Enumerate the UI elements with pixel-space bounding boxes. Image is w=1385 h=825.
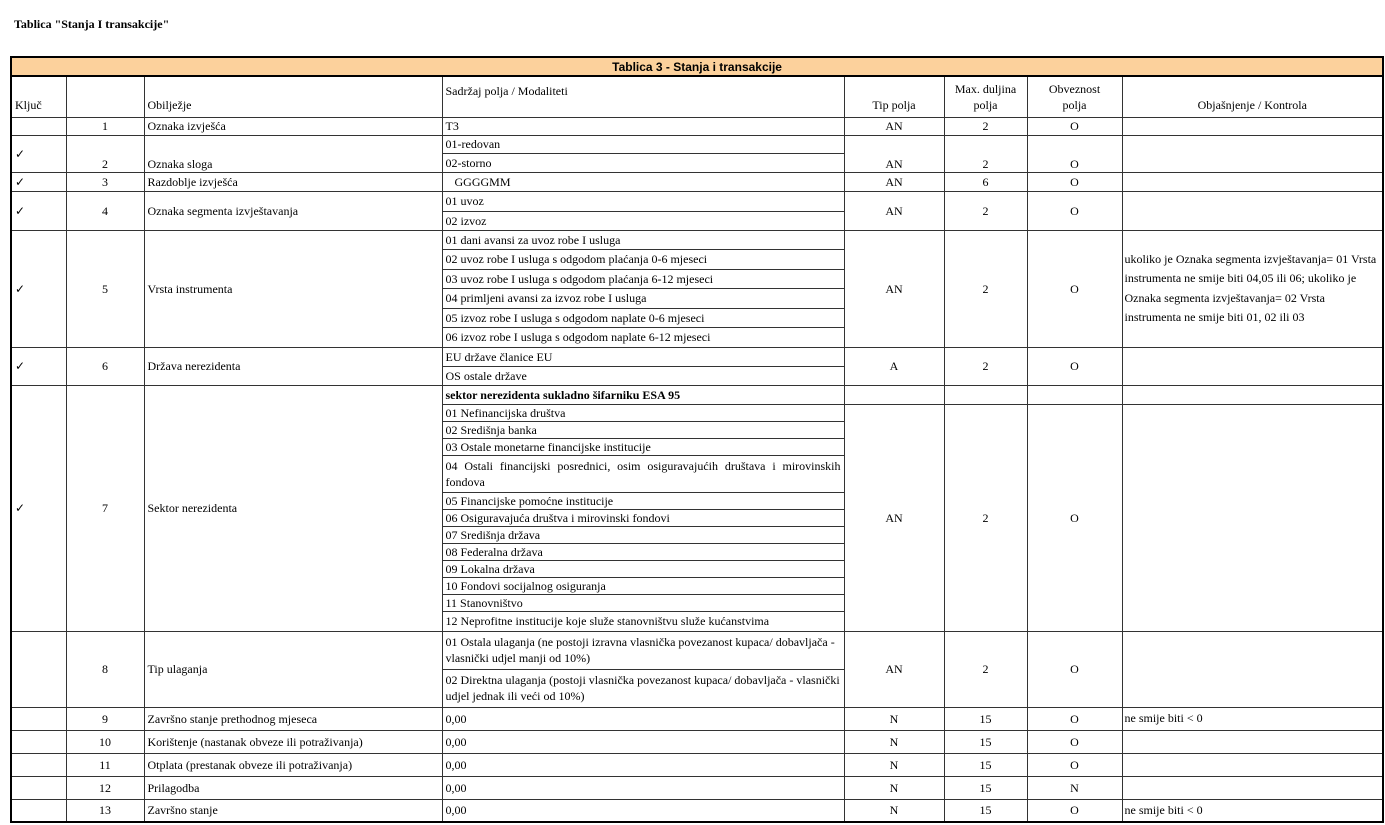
obligation: O — [1027, 347, 1122, 385]
field-type: AN — [844, 135, 944, 172]
explanation — [1122, 347, 1383, 385]
header-obv-line1: Obveznost — [1048, 81, 1101, 96]
modality-item: OS ostale države — [442, 366, 844, 385]
row-number: 6 — [66, 347, 144, 385]
key-cell — [11, 730, 66, 753]
table-row — [11, 230, 1383, 249]
field-label: Vrsta instrumenta — [144, 230, 442, 347]
obligation: O — [1027, 230, 1122, 347]
field-type: N — [844, 799, 944, 822]
obligation: O — [1027, 631, 1122, 707]
header-kljuc: Ključ — [11, 76, 66, 117]
empty-cell — [944, 385, 1027, 404]
modality-item: 02-storno — [442, 153, 844, 172]
modality-item: 08 Federalna država — [442, 543, 844, 560]
data-table — [10, 56, 1384, 823]
explanation — [1122, 135, 1383, 172]
modality-item: 09 Lokalna država — [442, 560, 844, 577]
explanation — [1122, 117, 1383, 135]
table-row — [11, 730, 1383, 753]
row-number: 10 — [66, 730, 144, 753]
explanation — [1122, 404, 1383, 631]
table-row — [11, 117, 1383, 135]
max-length: 15 — [944, 799, 1027, 822]
field-type: AN — [844, 117, 944, 135]
obligation: O — [1027, 753, 1122, 776]
obligation: O — [1027, 117, 1122, 135]
row-number: 3 — [66, 172, 144, 191]
field-type: A — [844, 347, 944, 385]
field-label: Oznaka sloga — [144, 135, 442, 172]
row-number: 7 — [66, 385, 144, 631]
field-type: AN — [844, 191, 944, 230]
explanation: ne smije biti < 0 — [1122, 707, 1383, 730]
obligation: O — [1027, 172, 1122, 191]
max-length: 15 — [944, 753, 1027, 776]
modality-item: 0,00 — [442, 707, 844, 730]
check-mark-icon: ✓ — [11, 230, 66, 347]
explanation — [1122, 776, 1383, 799]
field-type: AN — [844, 172, 944, 191]
field-label: Tip ulaganja — [144, 631, 442, 707]
header-obveznost — [1027, 76, 1122, 117]
table-row — [11, 172, 1383, 191]
modality-item: 0,00 — [442, 730, 844, 753]
header-tip: Tip polja — [844, 76, 944, 117]
explanation: ne smije biti < 0 — [1122, 799, 1383, 822]
explanation — [1122, 753, 1383, 776]
check-mark-icon: ✓ — [11, 135, 66, 172]
key-cell — [11, 776, 66, 799]
modality-item: 05 Financijske pomoćne institucije — [442, 492, 844, 509]
header-objasnjenje: Objašnjenje / Kontrola — [1122, 76, 1383, 117]
obligation: O — [1027, 191, 1122, 230]
check-mark-icon: ✓ — [11, 191, 66, 230]
max-length: 2 — [944, 631, 1027, 707]
header-max-line2: polja — [973, 97, 998, 112]
modality-item: 01 uvoz — [442, 191, 844, 211]
modality-header: sektor nerezidenta sukladno šifarniku ESA 95 — [442, 385, 844, 404]
key-cell — [11, 799, 66, 822]
modality-item: 04 Ostali financijski posrednici, osim osiguravajućih društava i mirovinskih fondova — [442, 455, 844, 492]
table-row — [11, 799, 1383, 822]
header-sadrzaj: Sadržaj polja / Modaliteti — [442, 76, 844, 117]
field-label: Završno stanje — [144, 799, 442, 822]
field-label: Otplata (prestanak obveze ili potraživanja) — [144, 753, 442, 776]
header-max-length — [944, 76, 1027, 117]
row-number: 1 — [66, 117, 144, 135]
header-obv-line2: polja — [1062, 97, 1087, 112]
modality-item: 04 primljeni avansi za izvoz robe I usluga — [442, 288, 844, 308]
empty-cell — [1122, 385, 1383, 404]
modality-item: 03 uvoz robe I usluga s odgodom plaćanja 6-12 mjeseci — [442, 269, 844, 288]
field-type: AN — [844, 230, 944, 347]
key-cell — [11, 753, 66, 776]
field-label: Oznaka izvješća — [144, 117, 442, 135]
modality-item: T3 — [442, 117, 844, 135]
modality-item: 07 Središnja država — [442, 526, 844, 543]
modality-item: 02 uvoz robe I usluga s odgodom plaćanja 0-6 mjeseci — [442, 249, 844, 269]
modality-item: 0,00 — [442, 799, 844, 822]
table-row — [11, 753, 1383, 776]
field-type: AN — [844, 404, 944, 631]
explanation — [1122, 730, 1383, 753]
row-number: 11 — [66, 753, 144, 776]
modality-item: 0,00 — [442, 776, 844, 799]
header-max-line1: Max. duljina — [954, 81, 1017, 96]
max-length: 2 — [944, 135, 1027, 172]
document-title: Tablica "Stanja I transakcije" — [14, 17, 170, 31]
field-type: AN — [844, 631, 944, 707]
row-number: 4 — [66, 191, 144, 230]
max-length: 2 — [944, 404, 1027, 631]
modality-item: 01-redovan — [442, 135, 844, 153]
table-row — [11, 776, 1383, 799]
max-length: 2 — [944, 117, 1027, 135]
field-type: N — [844, 730, 944, 753]
header-obiljezje: Obilježje — [144, 76, 442, 117]
empty-cell — [1027, 385, 1122, 404]
field-label: Oznaka segmenta izvještavanja — [144, 191, 442, 230]
field-label: Sektor nerezidenta — [144, 385, 442, 631]
table-title: Tablica 3 - Stanja i transakcije — [11, 57, 1383, 76]
modality-item: 11 Stanovništvo — [442, 594, 844, 611]
max-length: 2 — [944, 230, 1027, 347]
table-row — [11, 385, 1383, 404]
max-length: 2 — [944, 191, 1027, 230]
modality-item: 03 Ostale monetarne financijske institucije — [442, 438, 844, 455]
explanation — [1122, 631, 1383, 707]
modality-item: 01 Ostala ulaganja (ne postoji izravna vlasnička povezanost kupaca/ dobavljača - vlasnički udjel manji od 10%) — [442, 631, 844, 669]
obligation: O — [1027, 404, 1122, 631]
field-label: Završno stanje prethodnog mjeseca — [144, 707, 442, 730]
modality-item: 01 dani avansi za uvoz robe I usluga — [442, 230, 844, 249]
header-row — [11, 76, 1383, 117]
row-number: 9 — [66, 707, 144, 730]
max-length: 15 — [944, 730, 1027, 753]
modality-item: EU države članice EU — [442, 347, 844, 366]
check-mark-icon: ✓ — [11, 385, 66, 631]
field-label: Država nerezidenta — [144, 347, 442, 385]
field-type: N — [844, 753, 944, 776]
field-type: N — [844, 776, 944, 799]
row-number: 8 — [66, 631, 144, 707]
row-number: 12 — [66, 776, 144, 799]
modality-item: GGGGMM — [442, 172, 844, 191]
obligation: O — [1027, 799, 1122, 822]
table-row — [11, 135, 1383, 153]
modality-item: 0,00 — [442, 753, 844, 776]
modality-item: 02 Direktna ulaganja (postoji vlasnička povezanost kupaca/ dobavljača - vlasnički udjel jednak ili veći od 10%) — [442, 669, 844, 707]
explanation — [1122, 172, 1383, 191]
key-cell — [11, 707, 66, 730]
modality-item: 06 izvoz robe I usluga s odgodom naplate 6-12 mjeseci — [442, 327, 844, 347]
explanation — [1122, 191, 1383, 230]
table-row — [11, 707, 1383, 730]
row-number: 2 — [66, 135, 144, 172]
table-row — [11, 347, 1383, 366]
check-mark-icon: ✓ — [11, 347, 66, 385]
obligation: N — [1027, 776, 1122, 799]
modality-item: 10 Fondovi socijalnog osiguranja — [442, 577, 844, 594]
empty-cell — [844, 385, 944, 404]
max-length: 2 — [944, 347, 1027, 385]
obligation: O — [1027, 707, 1122, 730]
modality-item: 01 Nefinancijska društva — [442, 404, 844, 421]
key-cell — [11, 117, 66, 135]
table-row — [11, 631, 1383, 669]
field-label: Korištenje (nastanak obveze ili potraživanja) — [144, 730, 442, 753]
field-type: N — [844, 707, 944, 730]
modality-item: 02 Središnja banka — [442, 421, 844, 438]
obligation: O — [1027, 135, 1122, 172]
check-mark-icon: ✓ — [11, 172, 66, 191]
modality-item: 06 Osiguravajuća društva i mirovinski fondovi — [442, 509, 844, 526]
header-number — [66, 76, 144, 117]
modality-item: 12 Neprofitne institucije koje služe stanovništvu služe kućanstvima — [442, 611, 844, 631]
obligation: O — [1027, 730, 1122, 753]
max-length: 15 — [944, 707, 1027, 730]
modality-item: 02 izvoz — [442, 211, 844, 230]
max-length: 15 — [944, 776, 1027, 799]
explanation: ukoliko je Oznaka segmenta izvještavanja= 01 Vrsta instrumenta ne smije biti 04,05 ili 06; ukoliko je Oznaka segmenta izvještavanja= 02 Vrsta instrumenta ne smije biti 01, 02 ili 03 — [1122, 230, 1383, 347]
table-row — [11, 191, 1383, 211]
key-cell — [11, 631, 66, 707]
max-length: 6 — [944, 172, 1027, 191]
field-label: Razdoblje izvješća — [144, 172, 442, 191]
modality-item: 05 izvoz robe I usluga s odgodom naplate 0-6 mjeseci — [442, 308, 844, 327]
row-number: 5 — [66, 230, 144, 347]
field-label: Prilagodba — [144, 776, 442, 799]
row-number: 13 — [66, 799, 144, 822]
